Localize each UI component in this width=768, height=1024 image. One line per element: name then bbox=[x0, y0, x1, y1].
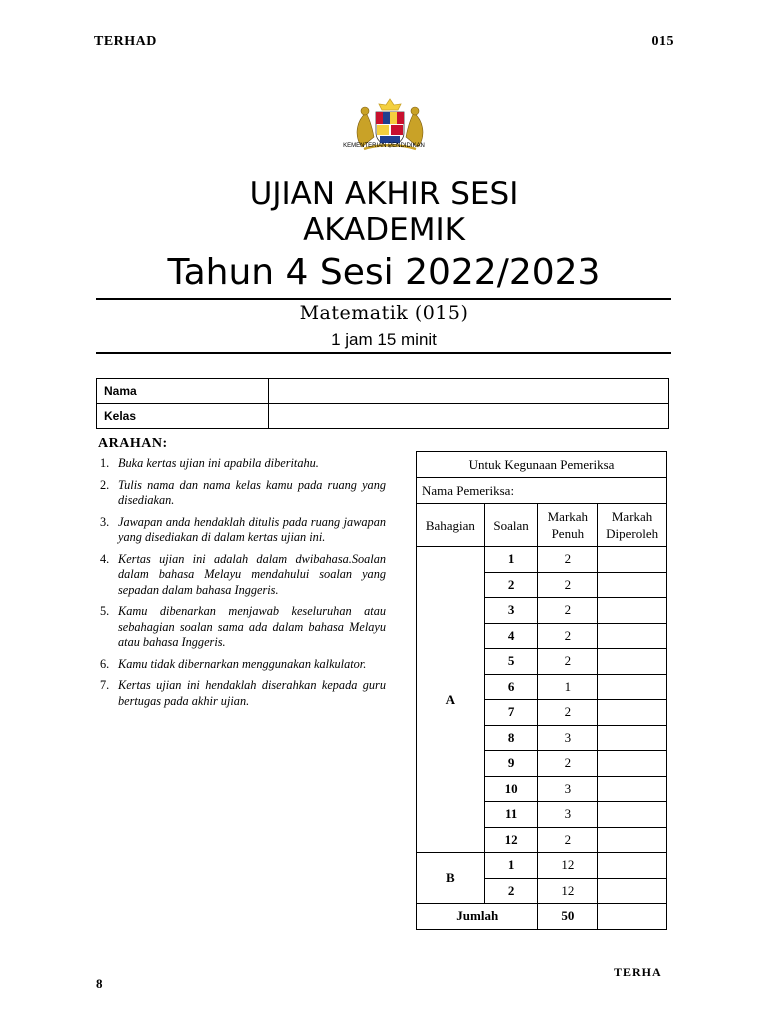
total-marks-obtained-cell[interactable] bbox=[598, 904, 667, 930]
marks-obtained-cell[interactable] bbox=[598, 572, 667, 598]
marks-obtained-cell[interactable] bbox=[598, 802, 667, 828]
page-number: 8 bbox=[96, 976, 103, 991]
instruction-item bbox=[100, 657, 386, 673]
marks-obtained-cell[interactable] bbox=[598, 700, 667, 726]
exam-year-session: Tahun 4 Sesi 2022/2023 bbox=[167, 252, 601, 293]
instructions-list bbox=[100, 456, 386, 715]
col-header-marks-obtained: Markah Diperoleh bbox=[598, 504, 667, 547]
header-subject-code: 015 bbox=[651, 34, 674, 49]
instruction-text: Jawapan anda hendaklah ditulis pada ruang jawapan yang disediakan di dalam kertas ujian ini. bbox=[118, 514, 386, 544]
instruction-text: Tulis nama dan nama kelas kamu pada ruang yang disediakan. bbox=[118, 477, 386, 507]
subject-title: Matematik (015) bbox=[299, 302, 469, 324]
instruction-text: Kamu dibenarkan menjawab keseluruhan atau sebahagian soalan sama ada dalam bahasa Melayu atau bahasa Inggeris. bbox=[118, 604, 386, 649]
instruction-item bbox=[100, 678, 386, 709]
marks-obtained-cell[interactable] bbox=[598, 623, 667, 649]
question-number: 10 bbox=[484, 776, 538, 802]
class-field[interactable] bbox=[269, 404, 669, 429]
instruction-number: 2. bbox=[100, 477, 110, 492]
instruction-number: 4. bbox=[100, 551, 110, 566]
full-marks-value: 2 bbox=[538, 649, 598, 675]
footer-classification: TERHA bbox=[614, 965, 662, 979]
full-marks-value: 3 bbox=[538, 802, 598, 828]
question-number: 8 bbox=[484, 725, 538, 751]
name-field[interactable] bbox=[269, 379, 669, 404]
question-number: 3 bbox=[484, 598, 538, 624]
full-marks-value: 2 bbox=[538, 751, 598, 777]
total-label: Jumlah bbox=[417, 904, 538, 930]
marks-obtained-cell[interactable] bbox=[598, 649, 667, 675]
header-classification: TERHAD bbox=[94, 34, 157, 49]
question-number: 2 bbox=[484, 878, 538, 904]
name-row bbox=[97, 379, 669, 404]
marks-obtained-cell[interactable] bbox=[598, 547, 667, 573]
question-number: 6 bbox=[484, 674, 538, 700]
marks-obtained-cell[interactable] bbox=[598, 598, 667, 624]
marks-obtained-cell[interactable] bbox=[598, 674, 667, 700]
full-marks-value: 2 bbox=[538, 827, 598, 853]
instruction-item bbox=[100, 515, 386, 546]
marks-obtained-cell[interactable] bbox=[598, 827, 667, 853]
question-number: 12 bbox=[484, 827, 538, 853]
student-info-table bbox=[96, 378, 669, 429]
col-header-question: Soalan bbox=[484, 504, 538, 547]
exam-title-line-2: AKADEMIK bbox=[303, 212, 465, 248]
class-label: Kelas bbox=[97, 404, 269, 429]
instruction-text: Kertas ujian ini hendaklah diserahkan kepada guru bertugas pada akhir ujian. bbox=[118, 678, 386, 708]
exam-duration: 1 jam 15 minit bbox=[331, 330, 437, 349]
full-marks-value: 2 bbox=[538, 623, 598, 649]
marks-obtained-cell[interactable] bbox=[598, 878, 667, 904]
marks-obtained-cell[interactable] bbox=[598, 725, 667, 751]
examiner-marks-table bbox=[416, 451, 667, 930]
question-number: 1 bbox=[484, 547, 538, 573]
question-number: 2 bbox=[484, 572, 538, 598]
ministry-caption: KEMENTERIAN PENDIDIKAN bbox=[343, 143, 425, 149]
divider-bottom bbox=[96, 352, 671, 354]
instruction-number: 5. bbox=[100, 604, 110, 618]
total-full-marks: 50 bbox=[538, 904, 598, 930]
full-marks-value: 3 bbox=[538, 776, 598, 802]
question-number: 9 bbox=[484, 751, 538, 777]
full-marks-value: 3 bbox=[538, 725, 598, 751]
instruction-item bbox=[100, 456, 386, 472]
class-row bbox=[97, 404, 669, 429]
instructions-title: ARAHAN: bbox=[98, 436, 168, 451]
full-marks-value: 2 bbox=[538, 598, 598, 624]
full-marks-value: 2 bbox=[538, 572, 598, 598]
instruction-item bbox=[100, 552, 386, 599]
divider-top bbox=[96, 298, 671, 300]
col-header-section: Bahagian bbox=[417, 504, 485, 547]
instruction-item bbox=[100, 478, 386, 509]
question-number: 11 bbox=[484, 802, 538, 828]
marks-obtained-cell[interactable] bbox=[598, 853, 667, 879]
question-number: 7 bbox=[484, 700, 538, 726]
question-number: 1 bbox=[484, 853, 538, 879]
instruction-number: 6. bbox=[100, 656, 110, 671]
marks-table-title: Untuk Kegunaan Pemeriksa bbox=[417, 452, 667, 478]
section-b-label: B bbox=[417, 853, 485, 904]
examiner-name-label[interactable]: Nama Pemeriksa: bbox=[417, 478, 667, 504]
marks-obtained-cell[interactable] bbox=[598, 776, 667, 802]
instruction-text: Kamu tidak dibernarkan menggunakan kalkulator. bbox=[118, 656, 367, 671]
exam-title-line-1: UJIAN AKHIR SESI bbox=[249, 176, 519, 212]
instruction-number: 1. bbox=[100, 456, 110, 470]
instruction-number: 3. bbox=[100, 514, 110, 529]
instruction-text: Buka kertas ujian ini apabila diberitahu. bbox=[118, 456, 319, 470]
instruction-text: Kertas ujian ini adalah dalam dwibahasa.Soalan dalam bahasa Melayu mendahului soalan yang sepadan dalam bahasa Inggeris. bbox=[118, 551, 386, 597]
full-marks-value: 2 bbox=[538, 547, 598, 573]
full-marks-value: 2 bbox=[538, 700, 598, 726]
section-a-label: A bbox=[417, 547, 485, 853]
instruction-item bbox=[100, 604, 386, 651]
question-number: 4 bbox=[484, 623, 538, 649]
full-marks-value: 12 bbox=[538, 878, 598, 904]
question-number: 5 bbox=[484, 649, 538, 675]
marks-obtained-cell[interactable] bbox=[598, 751, 667, 777]
full-marks-value: 12 bbox=[538, 853, 598, 879]
col-header-full-marks: Markah Penuh bbox=[538, 504, 598, 547]
instruction-number: 7. bbox=[100, 678, 110, 692]
full-marks-value: 1 bbox=[538, 674, 598, 700]
name-label: Nama bbox=[97, 379, 269, 404]
